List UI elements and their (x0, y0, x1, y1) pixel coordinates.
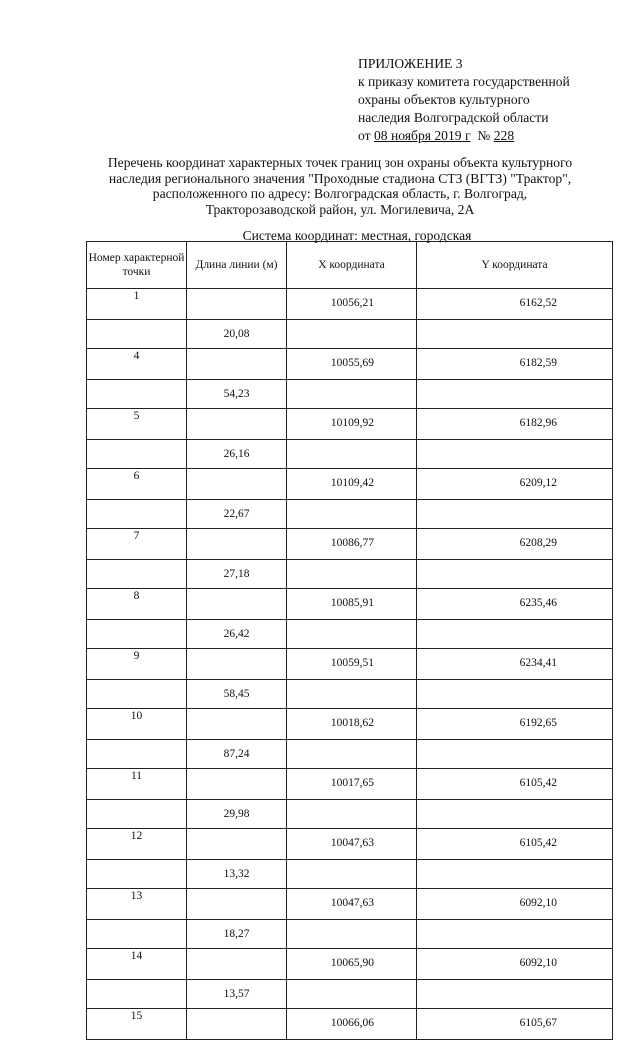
x-cell-empty (287, 800, 417, 829)
table-row-point (87, 889, 613, 920)
point-number: 8 (87, 589, 187, 620)
x-coordinate: 10085,91 (287, 589, 417, 620)
y-cell-empty (417, 380, 613, 409)
y-cell-empty (417, 440, 613, 469)
y-coordinate: 6182,59 (417, 349, 613, 380)
table-row-length (87, 380, 613, 409)
appendix-line-4: наследия Волгоградской области (358, 110, 549, 125)
point-number: 12 (87, 829, 187, 860)
coordinate-system-label: Система координат: местная, городская (242, 228, 472, 243)
number-prefix: № (477, 128, 491, 143)
x-coordinate: 10109,92 (287, 409, 417, 440)
point-cell-empty (87, 980, 187, 1009)
line-length: 27,18 (187, 560, 287, 589)
point-cell-empty (87, 800, 187, 829)
appendix-title: ПРИЛОЖЕНИЕ 3 (358, 56, 463, 71)
table-row-length (87, 320, 613, 349)
x-coordinate: 10059,51 (287, 649, 417, 680)
line-length: 26,16 (187, 440, 287, 469)
x-cell-empty (287, 920, 417, 949)
point-number: 9 (87, 649, 187, 680)
line-length: 18,27 (187, 920, 287, 949)
coordinates-table (86, 241, 613, 1040)
appendix-header (358, 55, 570, 145)
point-cell-empty (87, 860, 187, 889)
title-line-2: наследия регионального значения "Проходные стадиона СТЗ (ВГТЗ) "Трактор", (108, 170, 572, 186)
point-cell-empty (87, 500, 187, 529)
x-coordinate: 10066,06 (287, 1009, 417, 1040)
y-cell-empty (417, 860, 613, 889)
header-line-length: Длина линии (м) (187, 242, 287, 289)
x-coordinate: 10047,63 (287, 829, 417, 860)
table-row-point (87, 949, 613, 980)
length-cell-empty (187, 1009, 287, 1040)
y-cell-empty (417, 320, 613, 349)
x-cell-empty (287, 860, 417, 889)
y-coordinate: 6192,65 (417, 709, 613, 740)
point-number: 6 (87, 469, 187, 500)
x-cell-empty (287, 560, 417, 589)
table-row-length (87, 500, 613, 529)
table-row-point (87, 409, 613, 440)
point-number: 4 (87, 349, 187, 380)
y-coordinate: 6182,96 (417, 409, 613, 440)
point-number: 14 (87, 949, 187, 980)
table-row-point (87, 589, 613, 620)
y-cell-empty (417, 920, 613, 949)
x-coordinate: 10056,21 (287, 289, 417, 320)
point-cell-empty (87, 620, 187, 649)
y-coordinate: 6234,41 (417, 649, 613, 680)
point-number: 13 (87, 889, 187, 920)
header-y-coordinate: Y координата (417, 242, 613, 289)
y-coordinate: 6208,29 (417, 529, 613, 560)
title-line-1: Перечень координат характерных точек границ зон охраны объекта культурного (107, 155, 573, 170)
x-cell-empty (287, 320, 417, 349)
line-length: 58,45 (187, 680, 287, 709)
point-number: 11 (87, 769, 187, 800)
x-cell-empty (287, 980, 417, 1009)
table-row-length (87, 440, 613, 469)
line-length: 87,24 (187, 740, 287, 769)
x-coordinate: 10065,90 (287, 949, 417, 980)
table-body (87, 289, 613, 1040)
point-cell-empty (87, 560, 187, 589)
length-cell-empty (187, 349, 287, 380)
y-coordinate: 6092,10 (417, 949, 613, 980)
y-coordinate: 6105,42 (417, 769, 613, 800)
point-number: 7 (87, 529, 187, 560)
x-coordinate: 10017,65 (287, 769, 417, 800)
table-row-point (87, 649, 613, 680)
order-number: 228 (493, 128, 515, 143)
appendix-line-2: к приказу комитета государственной (358, 74, 570, 89)
line-length: 13,57 (187, 980, 287, 1009)
table-header-row (87, 242, 613, 289)
x-coordinate: 10047,63 (287, 889, 417, 920)
table-row-point (87, 769, 613, 800)
length-cell-empty (187, 709, 287, 740)
x-coordinate: 10055,69 (287, 349, 417, 380)
table-row-length (87, 560, 613, 589)
point-cell-empty (87, 320, 187, 349)
y-coordinate: 6105,67 (417, 1009, 613, 1040)
y-coordinate: 6162,52 (417, 289, 613, 320)
y-cell-empty (417, 680, 613, 709)
x-cell-empty (287, 380, 417, 409)
y-cell-empty (417, 560, 613, 589)
table-row-length (87, 620, 613, 649)
line-length: 54,23 (187, 380, 287, 409)
header-x-coordinate: X координата (287, 242, 417, 289)
y-cell-empty (417, 980, 613, 1009)
table-row-length (87, 920, 613, 949)
table-row-length (87, 680, 613, 709)
length-cell-empty (187, 529, 287, 560)
table-row-length (87, 980, 613, 1009)
header-point-number: Номер характерной точки (87, 242, 187, 289)
date-prefix: от (358, 128, 371, 143)
x-cell-empty (287, 680, 417, 709)
title-line-4: Тракторозаводской район, ул. Могилевича, 2А (205, 201, 475, 217)
y-coordinate: 6105,42 (417, 829, 613, 860)
point-cell-empty (87, 920, 187, 949)
length-cell-empty (187, 949, 287, 980)
point-cell-empty (87, 440, 187, 469)
appendix-line-3: охраны объектов культурного (358, 92, 530, 107)
line-length: 26,42 (187, 620, 287, 649)
y-cell-empty (417, 740, 613, 769)
point-number: 10 (87, 709, 187, 740)
table-row-point (87, 469, 613, 500)
table-row-point (87, 529, 613, 560)
point-cell-empty (87, 740, 187, 769)
length-cell-empty (187, 769, 287, 800)
table-row-point (87, 289, 613, 320)
point-cell-empty (87, 380, 187, 409)
length-cell-empty (187, 649, 287, 680)
y-coordinate: 6209,12 (417, 469, 613, 500)
x-coordinate: 10086,77 (287, 529, 417, 560)
length-cell-empty (187, 469, 287, 500)
x-cell-empty (287, 440, 417, 469)
y-coordinate: 6092,10 (417, 889, 613, 920)
length-cell-empty (187, 829, 287, 860)
point-cell-empty (87, 680, 187, 709)
table-row-point (87, 349, 613, 380)
x-coordinate: 10109,42 (287, 469, 417, 500)
point-number: 5 (87, 409, 187, 440)
length-cell-empty (187, 589, 287, 620)
y-cell-empty (417, 800, 613, 829)
table-row-point (87, 709, 613, 740)
point-number: 1 (87, 289, 187, 320)
y-cell-empty (417, 500, 613, 529)
line-length: 13,32 (187, 860, 287, 889)
appendix-date-line (358, 127, 570, 145)
table-row-length (87, 740, 613, 769)
document-title (70, 155, 610, 217)
table-row-length (87, 800, 613, 829)
line-length: 22,67 (187, 500, 287, 529)
x-cell-empty (287, 500, 417, 529)
title-line-3: расположенного по адресу: Волгоградская область, г. Волгоград, (152, 186, 528, 201)
length-cell-empty (187, 409, 287, 440)
table-row-length (87, 860, 613, 889)
length-cell-empty (187, 889, 287, 920)
x-cell-empty (287, 620, 417, 649)
y-coordinate: 6235,46 (417, 589, 613, 620)
x-cell-empty (287, 740, 417, 769)
x-coordinate: 10018,62 (287, 709, 417, 740)
point-number: 15 (87, 1009, 187, 1040)
line-length: 29,98 (187, 800, 287, 829)
table-row-point (87, 1009, 613, 1040)
order-date: 08 ноября 2019 г (373, 128, 471, 143)
y-cell-empty (417, 620, 613, 649)
table-row-point (87, 829, 613, 860)
length-cell-empty (187, 289, 287, 320)
line-length: 20,08 (187, 320, 287, 349)
